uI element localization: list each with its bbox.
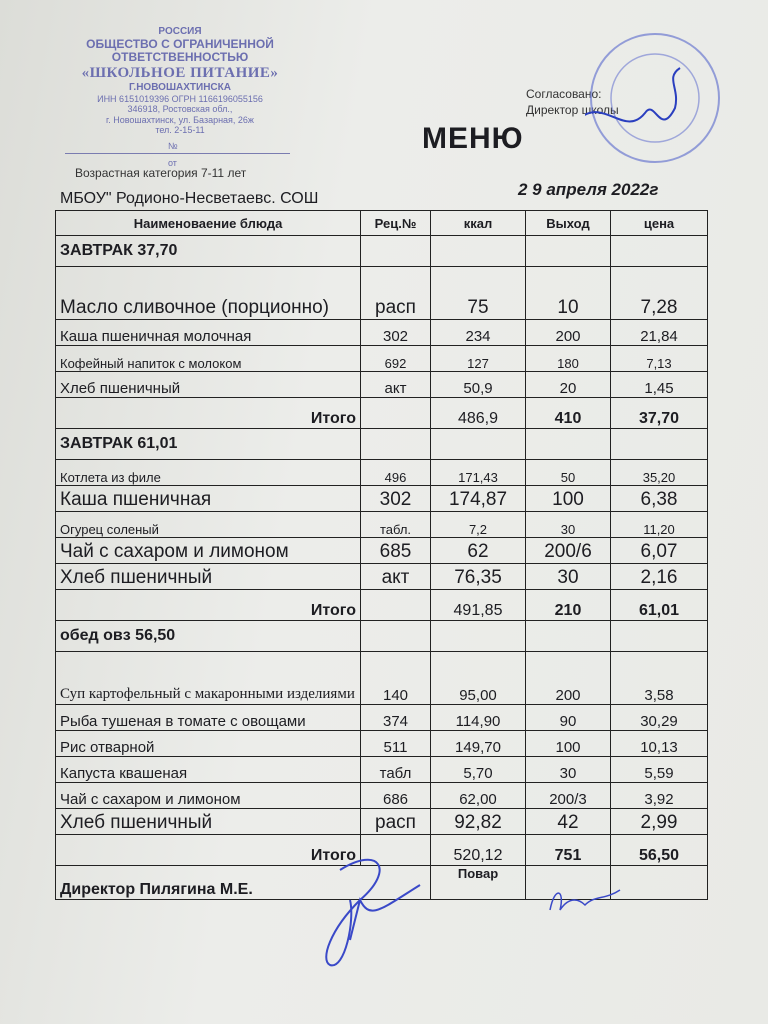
cell-kcal: 95,00 — [431, 652, 526, 705]
cell-output — [526, 429, 611, 460]
table-header — [56, 211, 708, 236]
stamp-city: Г.НОВОШАХТИНСКА — [129, 82, 231, 94]
table-row — [56, 512, 708, 538]
cell-name: Котлета из филе — [56, 460, 361, 486]
age-category: Возрастная категория 7-11 лет — [75, 166, 247, 180]
cell-name: Хлеб пшеничный — [56, 809, 361, 835]
cell-output: 10 — [526, 267, 611, 320]
cell-output — [526, 236, 611, 267]
cell-kcal: 174,87 — [431, 486, 526, 512]
cell-output — [526, 621, 611, 652]
total-row — [56, 398, 708, 429]
cell-name: Огурец соленый — [56, 512, 361, 538]
stamp-line — [65, 153, 290, 154]
stamp-ids: ИНН 6151019396 ОГРН 1166196055156 — [97, 93, 263, 104]
director-signature-label: Директор Пилягина М.Е. — [56, 866, 431, 900]
stamp-org-line2: ОТВЕТСТВЕННОСТЬЮ — [111, 50, 249, 65]
cell-output: 751 — [526, 835, 611, 866]
cell-recipe: табл. — [361, 512, 431, 538]
cell-name: ЗАВТРАК 61,01 — [56, 429, 361, 460]
cell-kcal: 76,35 — [431, 564, 526, 590]
menu-table — [55, 210, 708, 900]
cell-output: 180 — [526, 346, 611, 372]
cell-name: Масло сливочное (порционно) — [56, 267, 361, 320]
cell-price: 3,58 — [611, 652, 708, 705]
cell-recipe — [361, 621, 431, 652]
cell-price: 6,38 — [611, 486, 708, 512]
cell-price: 6,07 — [611, 538, 708, 564]
cell-name: Кофейный напиток с молоком — [56, 346, 361, 372]
table-row — [56, 731, 708, 757]
cell-kcal: 234 — [431, 320, 526, 346]
cell-kcal: 491,85 — [431, 590, 526, 621]
cell-recipe: 686 — [361, 783, 431, 809]
cell-price — [611, 621, 708, 652]
column-header-output: Выход — [526, 211, 611, 236]
cell-price: 1,45 — [611, 372, 708, 398]
cell-price — [611, 429, 708, 460]
table-row — [56, 486, 708, 512]
table-row — [56, 346, 708, 372]
page-title: МЕНЮ — [422, 122, 524, 155]
cook-label: Повар — [431, 866, 526, 900]
cell-price — [611, 236, 708, 267]
cell-name: Каша пшеничная молочная — [56, 320, 361, 346]
menu-date: 2 9 апреля 2022г — [518, 180, 659, 199]
section-row — [56, 621, 708, 652]
cell-recipe: расп — [361, 809, 431, 835]
cell-name: Капуста квашеная — [56, 757, 361, 783]
cell-output: 30 — [526, 564, 611, 590]
company-stamp — [60, 26, 300, 135]
stamp-address1: 346918, Ростовская обл., — [127, 104, 233, 115]
cell-recipe: 302 — [361, 320, 431, 346]
cell-price: 56,50 — [611, 835, 708, 866]
stamp-country: РОССИЯ — [158, 26, 202, 37]
table-row — [56, 809, 708, 835]
table-row — [56, 372, 708, 398]
section-row — [56, 236, 708, 267]
cook-signature-icon — [540, 880, 630, 920]
cell-kcal: 5,70 — [431, 757, 526, 783]
cell-kcal: 62 — [431, 538, 526, 564]
cell-output: 30 — [526, 757, 611, 783]
cell-price: 61,01 — [611, 590, 708, 621]
round-seal-icon — [585, 28, 725, 168]
column-header-price: цена — [611, 211, 708, 236]
cell-output: 410 — [526, 398, 611, 429]
cell-output: 50 — [526, 460, 611, 486]
cell-output: 30 — [526, 512, 611, 538]
cell-name: Чай с сахаром и лимоном — [56, 783, 361, 809]
cell-output: 42 — [526, 809, 611, 835]
cell-kcal — [431, 621, 526, 652]
cell-recipe: акт — [361, 564, 431, 590]
cell-name: ЗАВТРАК 37,70 — [56, 236, 361, 267]
cell-output: 20 — [526, 372, 611, 398]
cell-name: Рыба тушеная в томате с овощами — [56, 705, 361, 731]
cell-output: 90 — [526, 705, 611, 731]
cell-kcal: 520,12 — [431, 835, 526, 866]
cell-output: 200/6 — [526, 538, 611, 564]
cell-recipe: 140 — [361, 652, 431, 705]
cell-recipe: табл — [361, 757, 431, 783]
stamp-org-line1: ОБЩЕСТВО С ОГРАНИЧЕННОЙ — [86, 36, 274, 51]
cell-name: Хлеб пшеничный — [56, 564, 361, 590]
cell-name: Хлеб пшеничный — [56, 372, 361, 398]
cell-recipe — [361, 398, 431, 429]
cell-price: 10,13 — [611, 731, 708, 757]
approval-label: Согласовано: — [526, 87, 602, 101]
cell-recipe: 302 — [361, 486, 431, 512]
cell-price: 5,59 — [611, 757, 708, 783]
column-header-kcal: ккал — [431, 211, 526, 236]
stamp-phone: тел. 2-15-11 — [155, 124, 205, 135]
table-row — [56, 564, 708, 590]
table-row — [56, 783, 708, 809]
table-row — [56, 705, 708, 731]
table-row — [56, 757, 708, 783]
cell-recipe: 692 — [361, 346, 431, 372]
cell-name: Итого — [56, 398, 361, 429]
cell-name: Итого — [56, 590, 361, 621]
cell-price: 30,29 — [611, 705, 708, 731]
cell-name: Чай с сахаром и лимоном — [56, 538, 361, 564]
cell-kcal: 50,9 — [431, 372, 526, 398]
stamp-address2: г. Новошахтинск, ул. Базарная, 26ж — [106, 114, 254, 125]
cell-name: Итого — [56, 835, 361, 866]
cell-price: 3,92 — [611, 783, 708, 809]
cell-price: 21,84 — [611, 320, 708, 346]
cell-output: 200 — [526, 652, 611, 705]
table-row — [56, 652, 708, 705]
total-row — [56, 590, 708, 621]
cell-recipe: 685 — [361, 538, 431, 564]
cell-kcal: 486,9 — [431, 398, 526, 429]
cell-kcal — [431, 236, 526, 267]
cell-recipe — [361, 236, 431, 267]
cell-output: 100 — [526, 731, 611, 757]
cell-name: Суп картофельный с макаронными изделиями — [56, 652, 361, 705]
stamp-company: «ШКОЛЬНОЕ ПИТАНИЕ» — [81, 65, 279, 82]
stamp-number-label: № — [168, 141, 178, 151]
cell-price: 37,70 — [611, 398, 708, 429]
cell-output: 200 — [526, 320, 611, 346]
cell-name: Каша пшеничная — [56, 486, 361, 512]
cell-price: 7,13 — [611, 346, 708, 372]
cell-price: 35,20 — [611, 460, 708, 486]
cell-output: 210 — [526, 590, 611, 621]
section-row — [56, 429, 708, 460]
cell-kcal: 114,90 — [431, 705, 526, 731]
cell-recipe — [361, 429, 431, 460]
cell-recipe: 374 — [361, 705, 431, 731]
cell-recipe: акт — [361, 372, 431, 398]
cell-kcal: 75 — [431, 267, 526, 320]
cell-kcal: 127 — [431, 346, 526, 372]
cell-name: Рис отварной — [56, 731, 361, 757]
cell-kcal: 149,70 — [431, 731, 526, 757]
cell-output: 200/3 — [526, 783, 611, 809]
cell-recipe: 511 — [361, 731, 431, 757]
stamp-from-label: от — [168, 158, 177, 168]
table-row — [56, 267, 708, 320]
cell-kcal: 62,00 — [431, 783, 526, 809]
cell-output: 100 — [526, 486, 611, 512]
table-row — [56, 460, 708, 486]
cell-recipe — [361, 590, 431, 621]
table-row — [56, 538, 708, 564]
school-name: МБОУ" Родионо-Несветаевс. СОШ — [60, 190, 319, 207]
director-signature-icon — [300, 840, 440, 980]
cell-price: 2,99 — [611, 809, 708, 835]
cell-price: 2,16 — [611, 564, 708, 590]
cell-recipe: 496 — [361, 460, 431, 486]
column-header-name: Наименоваение блюда — [56, 211, 361, 236]
cell-kcal: 171,43 — [431, 460, 526, 486]
cell-name: обед овз 56,50 — [56, 621, 361, 652]
cell-kcal — [431, 429, 526, 460]
table-row — [56, 320, 708, 346]
approval-director: Директор школы — [526, 103, 619, 117]
cell-price: 7,28 — [611, 267, 708, 320]
cell-recipe: расп — [361, 267, 431, 320]
cell-price: 11,20 — [611, 512, 708, 538]
cell-kcal: 92,82 — [431, 809, 526, 835]
cell-kcal: 7,2 — [431, 512, 526, 538]
column-header-recipe: Рец.№ — [361, 211, 431, 236]
